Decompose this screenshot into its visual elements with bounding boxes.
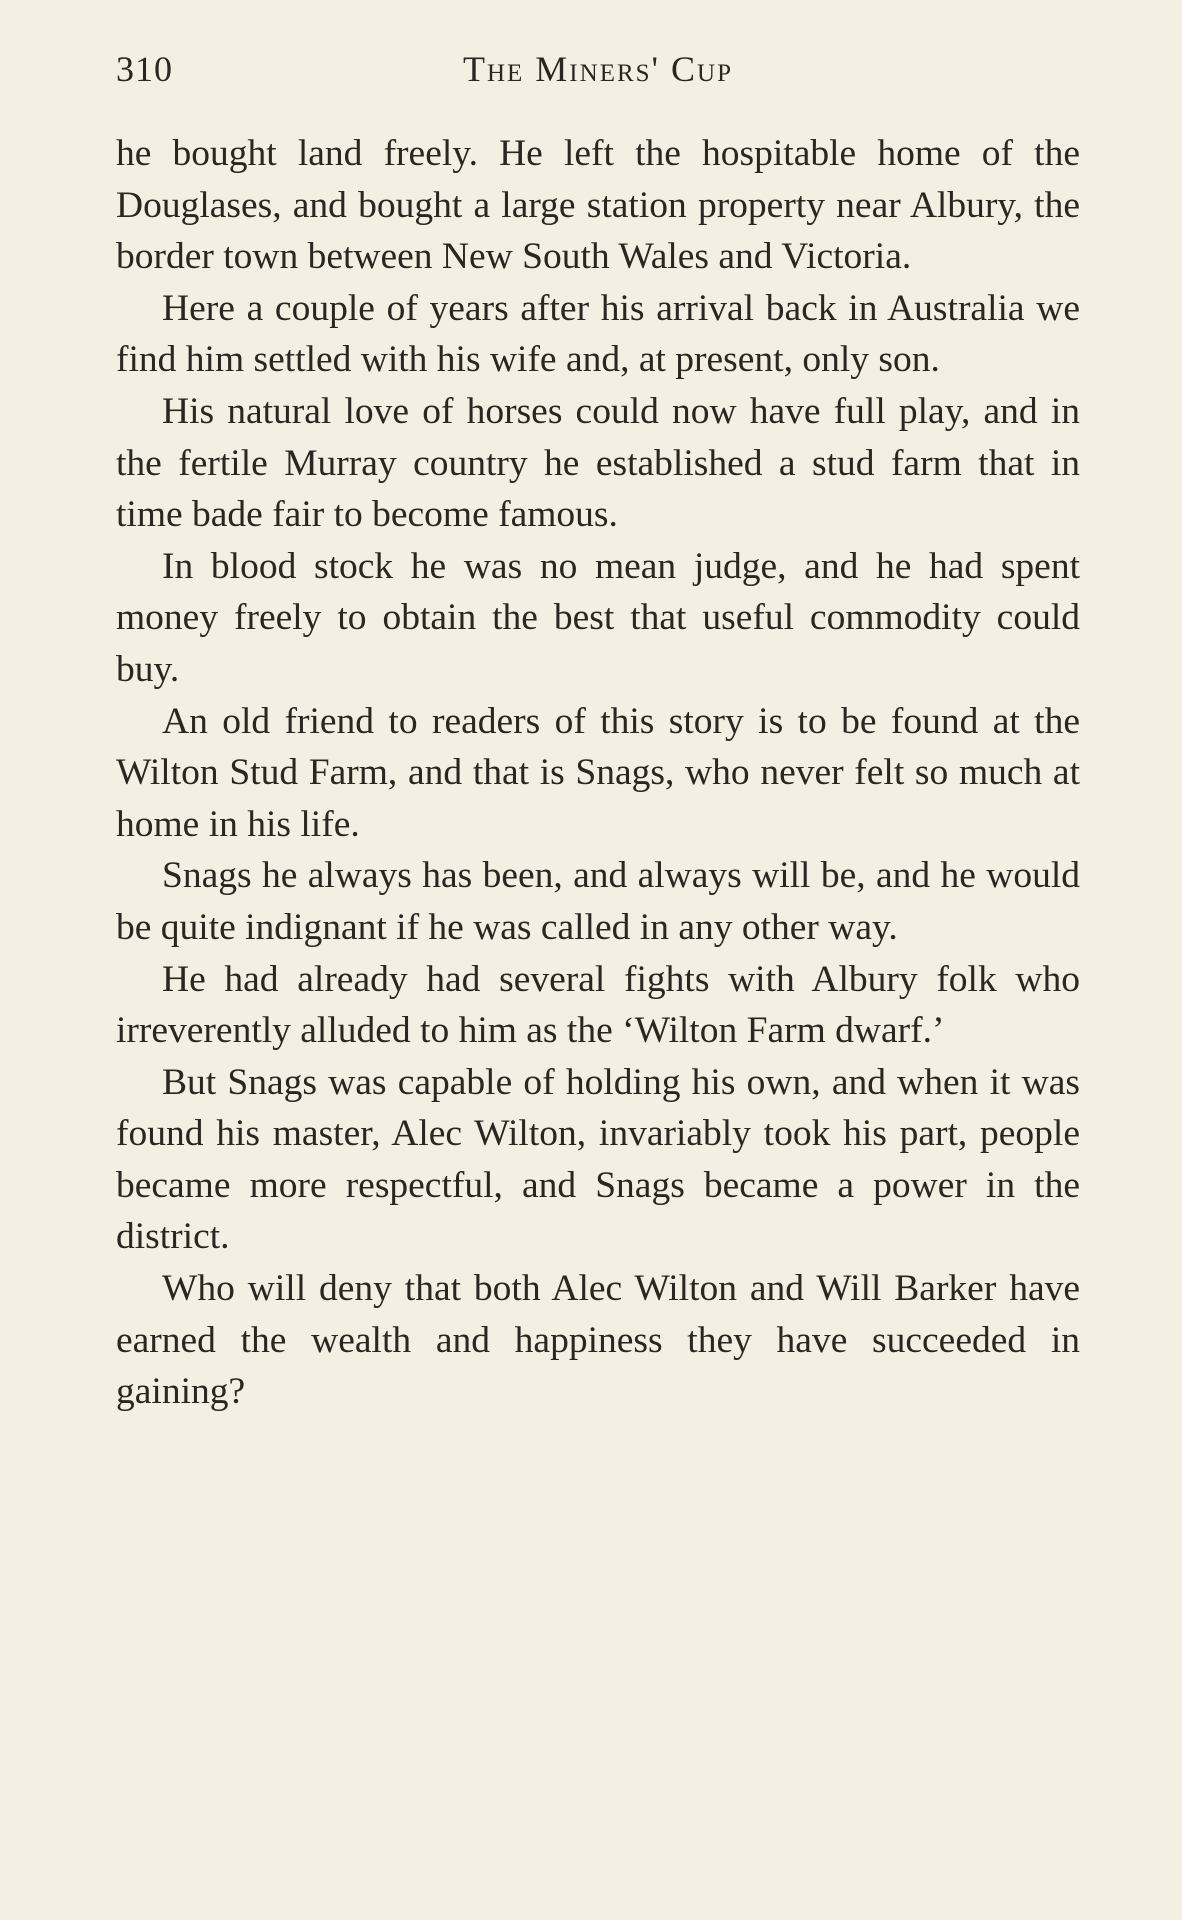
paragraph: In blood stock he was no mean judge, and he had spent money freely to obtain the best that useful commodity could buy. (116, 545, 1080, 690)
page-header (116, 48, 1080, 100)
paragraph: But Snags was capable of holding his own, and when it was found his master, Alec Wilton, invariably took his part, people became more respectful, and Snags became a power in the district. (116, 1061, 1080, 1258)
paragraph: Snags he always has been, and always will be, and he would be quite indignant if he was called in any other way. (116, 855, 1080, 948)
paragraph: Who will deny that both Alec Wilton and Will Barker have earned the wealth and happiness they have succeeded in gaining? (116, 1268, 1080, 1413)
paragraph: Here a couple of years after his arrival back in Australia we find him settled with his wife and, at present, only son. (116, 287, 1080, 381)
paragraph: An old friend to readers of this story is to be found at the Wilton Stud Farm, and that is Snags, who never felt so much at home in his life. (116, 700, 1080, 845)
body-text (116, 128, 1080, 1418)
running-title: The Miners' Cup (462, 49, 733, 89)
paragraph: He had already had several fights with Albury folk who irreverently alluded to him as the ‘Wilton Farm dwarf.’ (116, 958, 1080, 1052)
page-number: 310 (116, 49, 173, 89)
paragraph: he bought land freely. He left the hospitable home of the Douglases, and bought a large station property near Albury, the border town between New South Wales and Victoria. (116, 133, 1080, 278)
paragraph: His natural love of horses could now have full play, and in the fertile Murray country he established a stud farm that in time bade fair to become famous. (116, 390, 1080, 536)
